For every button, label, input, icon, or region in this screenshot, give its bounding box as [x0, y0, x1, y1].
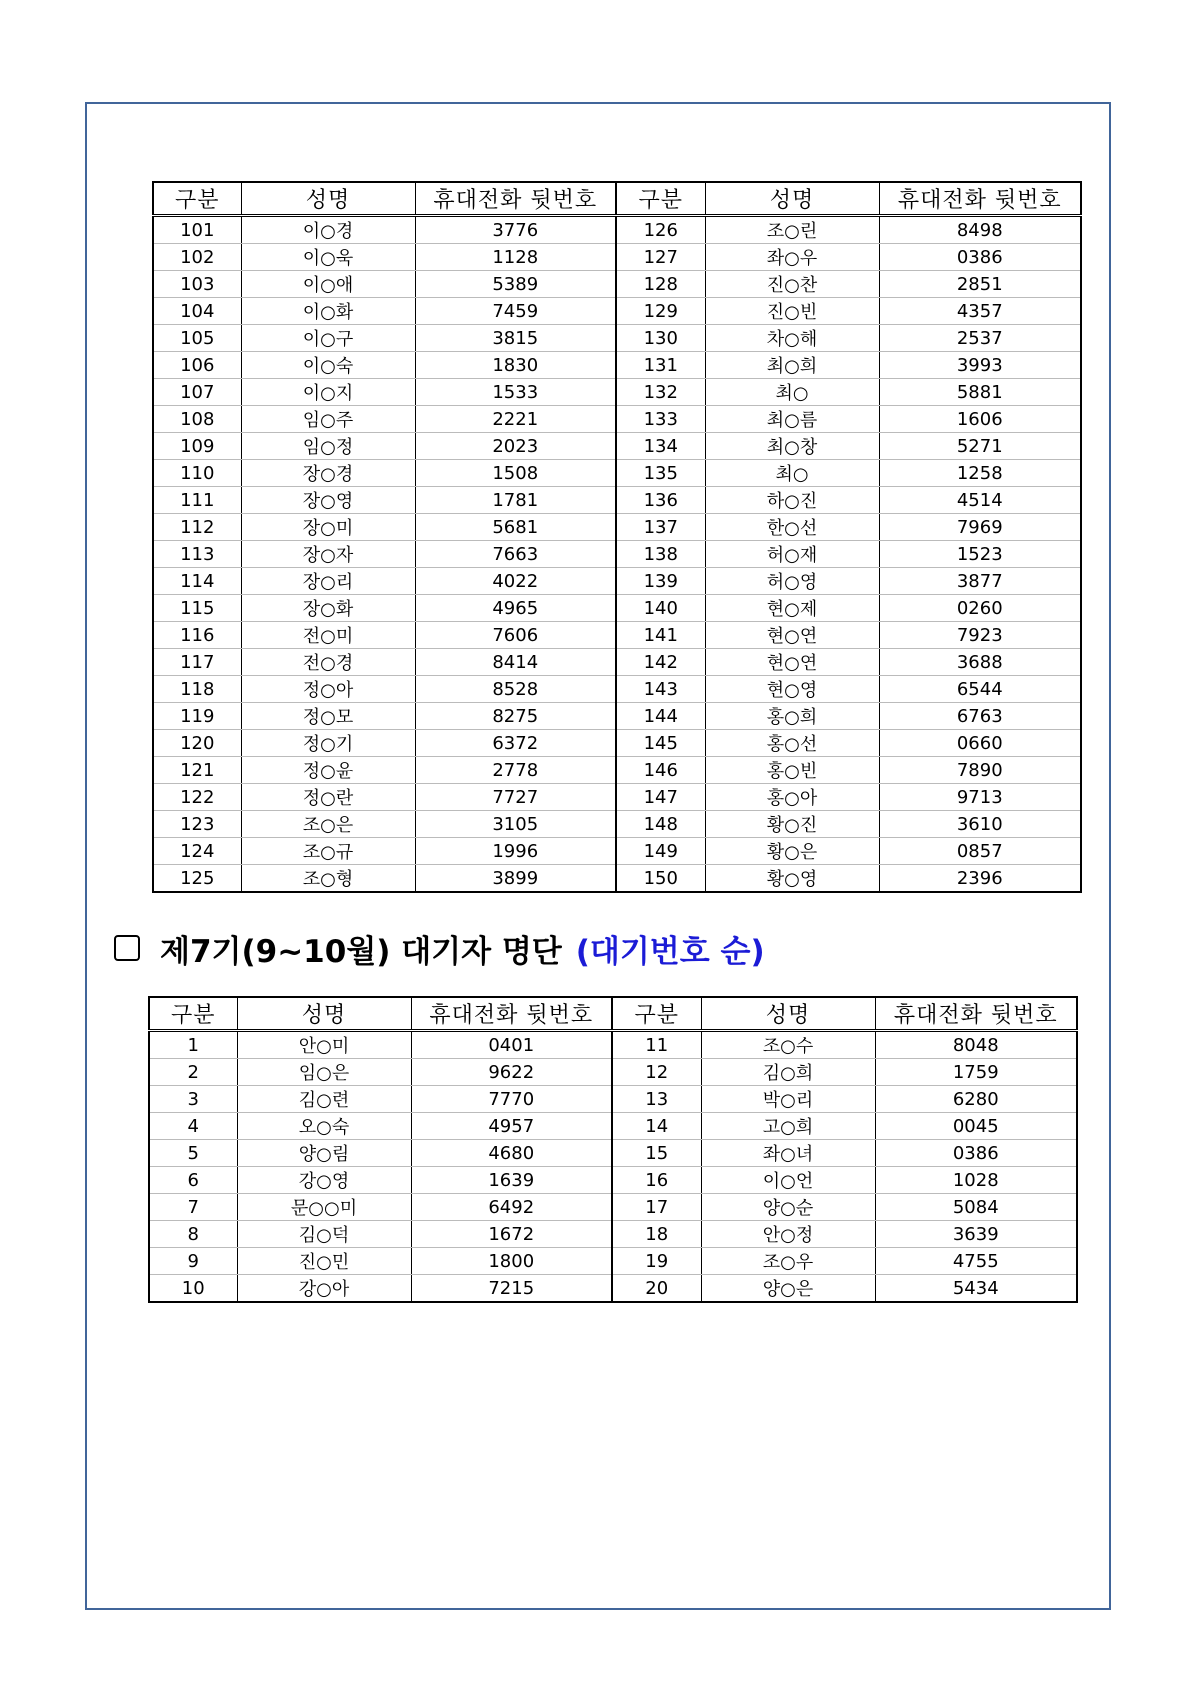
number-cell: 116	[153, 622, 241, 649]
roster-table-2	[148, 996, 1078, 1303]
number-cell: 135	[616, 460, 705, 487]
number-cell: 10	[181, 1277, 205, 1299]
number-cell: 111	[153, 487, 241, 514]
name-cell: 양○은	[701, 1275, 875, 1303]
phone-cell: 5084	[875, 1194, 1077, 1221]
name-cell: 홍○빈	[705, 757, 879, 784]
phone-cell: 1996	[415, 838, 616, 865]
name-cell: 진○빈	[705, 298, 879, 325]
number-cell: 17	[612, 1194, 701, 1221]
number-cell: 9	[149, 1248, 237, 1275]
section-subtitle: (대기번호 순)	[575, 933, 765, 970]
number-cell: 127	[616, 244, 705, 271]
number-cell: 145	[616, 730, 705, 757]
name-cell: 장○리	[241, 568, 415, 595]
phone-cell: 1759	[875, 1059, 1077, 1086]
table-row	[153, 352, 1081, 379]
phone-cell: 3639	[875, 1221, 1077, 1248]
number-cell: 134	[616, 433, 705, 460]
number-cell: 105	[153, 325, 241, 352]
phone-cell: 3776	[415, 216, 616, 244]
table-row	[149, 1221, 1077, 1248]
number-cell: 104	[153, 298, 241, 325]
number-cell: 147	[616, 784, 705, 811]
number-cell: 141	[616, 622, 705, 649]
name-cell: 허○재	[705, 541, 879, 568]
name-cell: 이○욱	[241, 244, 415, 271]
phone-cell: 1830	[415, 352, 616, 379]
number-cell: 126	[616, 216, 705, 244]
name-cell: 좌○녀	[701, 1140, 875, 1167]
name-cell: 강○영	[237, 1167, 411, 1194]
column-header: 성명	[705, 182, 879, 216]
name-cell: 고○희	[701, 1113, 875, 1140]
number-cell: 16	[612, 1167, 701, 1194]
phone-cell: 7727	[415, 784, 616, 811]
table-row	[153, 325, 1081, 352]
table-row	[153, 649, 1081, 676]
name-cell: 정○기	[241, 730, 415, 757]
name-cell: 하○진	[705, 487, 879, 514]
section-heading	[114, 927, 765, 969]
number-cell: 146	[616, 757, 705, 784]
phone-cell: 1128	[415, 244, 616, 271]
name-cell: 김○희	[701, 1059, 875, 1086]
table-row	[153, 811, 1081, 838]
number-cell: 131	[616, 352, 705, 379]
name-cell: 장○미	[241, 514, 415, 541]
name-cell: 강○아	[237, 1275, 411, 1303]
name-cell: 이○언	[701, 1167, 875, 1194]
name-cell: 정○윤	[241, 757, 415, 784]
table-row	[153, 216, 1081, 244]
name-cell: 이○숙	[241, 352, 415, 379]
phone-cell: 2537	[879, 325, 1081, 352]
column-header: 휴대전화 뒷번호	[415, 182, 616, 216]
phone-cell: 7969	[879, 514, 1081, 541]
name-cell: 정○란	[241, 784, 415, 811]
number-cell: 108	[153, 406, 241, 433]
number-cell: 13	[612, 1086, 701, 1113]
name-cell: 장○경	[241, 460, 415, 487]
phone-cell: 6280	[875, 1086, 1077, 1113]
column-header: 성명	[241, 182, 415, 216]
column-header: 휴대전화 뒷번호	[879, 182, 1081, 216]
table-row	[153, 676, 1081, 703]
number-cell: 143	[616, 676, 705, 703]
number-cell: 6	[149, 1167, 237, 1194]
number-cell: 149	[616, 838, 705, 865]
phone-cell: 2396	[879, 865, 1081, 893]
number-cell: 7	[149, 1194, 237, 1221]
name-cell: 김○덕	[237, 1221, 411, 1248]
name-cell: 장○영	[241, 487, 415, 514]
phone-cell: 3877	[879, 568, 1081, 595]
table-row	[153, 703, 1081, 730]
phone-cell: 1028	[875, 1167, 1077, 1194]
name-cell: 조○린	[705, 216, 879, 244]
table-row	[153, 568, 1081, 595]
number-cell: 4	[149, 1113, 237, 1140]
number-cell: 5	[149, 1140, 237, 1167]
table-header-row	[153, 182, 1081, 216]
phone-cell: 4514	[879, 487, 1081, 514]
number-cell: 110	[153, 460, 241, 487]
number-cell: 129	[616, 298, 705, 325]
phone-cell: 0386	[875, 1140, 1077, 1167]
column-header: 구분	[149, 997, 237, 1031]
name-cell: 황○은	[705, 838, 879, 865]
number-cell: 14	[612, 1113, 701, 1140]
table-row	[149, 1113, 1077, 1140]
phone-cell: 0045	[875, 1113, 1077, 1140]
phone-cell: 7770	[411, 1086, 612, 1113]
phone-cell: 1800	[411, 1248, 612, 1275]
phone-cell: 2221	[415, 406, 616, 433]
column-header: 구분	[612, 997, 701, 1031]
name-cell: 이○경	[241, 216, 415, 244]
table-body	[149, 1031, 1077, 1303]
table-row	[149, 1086, 1077, 1113]
number-cell: 132	[616, 379, 705, 406]
column-header: 성명	[237, 997, 411, 1031]
table-row	[153, 838, 1081, 865]
name-cell: 최○	[705, 379, 879, 406]
phone-cell: 8498	[879, 216, 1081, 244]
name-cell: 홍○아	[705, 784, 879, 811]
name-cell: 최○름	[705, 406, 879, 433]
phone-cell: 8048	[875, 1031, 1077, 1059]
number-cell: 18	[612, 1221, 701, 1248]
phone-cell: 0386	[879, 244, 1081, 271]
phone-cell: 1508	[415, 460, 616, 487]
phone-cell: 1258	[879, 460, 1081, 487]
name-cell: 오○숙	[237, 1113, 411, 1140]
number-cell: 142	[616, 649, 705, 676]
number-cell: 8	[149, 1221, 237, 1248]
name-cell: 한○선	[705, 514, 879, 541]
number-cell: 102	[153, 244, 241, 271]
table-row	[149, 1275, 1077, 1303]
table-header-row	[149, 997, 1077, 1031]
roster-table-1	[152, 181, 1082, 893]
phone-cell: 4755	[875, 1248, 1077, 1275]
phone-cell: 7890	[879, 757, 1081, 784]
section-title: 제7기(9~10월) 대기자 명단	[160, 933, 562, 970]
phone-cell: 6763	[879, 703, 1081, 730]
phone-cell: 3993	[879, 352, 1081, 379]
phone-cell: 6372	[415, 730, 616, 757]
table-row	[153, 379, 1081, 406]
name-cell: 이○구	[241, 325, 415, 352]
phone-cell: 6492	[411, 1194, 612, 1221]
table-row	[149, 1167, 1077, 1194]
checkbox-icon	[114, 935, 140, 961]
table-row	[153, 487, 1081, 514]
number-cell: 106	[153, 352, 241, 379]
phone-cell: 4957	[411, 1113, 612, 1140]
name-cell: 전○경	[241, 649, 415, 676]
phone-cell: 1781	[415, 487, 616, 514]
name-cell: 최○창	[705, 433, 879, 460]
phone-cell: 5271	[879, 433, 1081, 460]
name-cell: 황○진	[705, 811, 879, 838]
name-cell: 현○연	[705, 649, 879, 676]
phone-cell: 1533	[415, 379, 616, 406]
number-cell: 128	[616, 271, 705, 298]
column-header: 휴대전화 뒷번호	[411, 997, 612, 1031]
name-cell: 좌○우	[705, 244, 879, 271]
name-cell: 양○림	[237, 1140, 411, 1167]
number-cell: 113	[153, 541, 241, 568]
table-row	[149, 1248, 1077, 1275]
number-cell: 150	[616, 865, 705, 893]
name-cell: 현○제	[705, 595, 879, 622]
phone-cell: 2778	[415, 757, 616, 784]
number-cell: 140	[616, 595, 705, 622]
column-header: 성명	[701, 997, 875, 1031]
table-row	[153, 406, 1081, 433]
phone-cell: 3899	[415, 865, 616, 893]
name-cell: 김○련	[237, 1086, 411, 1113]
number-cell: 122	[153, 784, 241, 811]
name-cell: 임○은	[237, 1059, 411, 1086]
phone-cell: 4357	[879, 298, 1081, 325]
phone-cell: 7215	[411, 1275, 612, 1303]
table-row	[153, 541, 1081, 568]
number-cell: 117	[153, 649, 241, 676]
table-row	[153, 730, 1081, 757]
name-cell: 문○○미	[237, 1194, 411, 1221]
number-cell: 109	[153, 433, 241, 460]
phone-cell: 4680	[411, 1140, 612, 1167]
phone-cell: 3688	[879, 649, 1081, 676]
number-cell: 133	[616, 406, 705, 433]
table-row	[153, 622, 1081, 649]
name-cell: 장○자	[241, 541, 415, 568]
name-cell: 차○해	[705, 325, 879, 352]
phone-cell: 4022	[415, 568, 616, 595]
number-cell: 20	[612, 1275, 701, 1303]
name-cell: 홍○희	[705, 703, 879, 730]
number-cell: 3	[149, 1086, 237, 1113]
phone-cell: 7663	[415, 541, 616, 568]
phone-cell: 1639	[411, 1167, 612, 1194]
name-cell: 임○정	[241, 433, 415, 460]
name-cell: 임○주	[241, 406, 415, 433]
number-cell: 114	[153, 568, 241, 595]
phone-cell: 4965	[415, 595, 616, 622]
name-cell: 진○민	[237, 1248, 411, 1275]
phone-cell: 7923	[879, 622, 1081, 649]
phone-cell: 0660	[879, 730, 1081, 757]
table-row	[153, 298, 1081, 325]
name-cell: 홍○선	[705, 730, 879, 757]
name-cell: 최○	[705, 460, 879, 487]
number-cell: 120	[153, 730, 241, 757]
table-row	[149, 1140, 1077, 1167]
table-row	[149, 1194, 1077, 1221]
name-cell: 전○미	[241, 622, 415, 649]
phone-cell: 5681	[415, 514, 616, 541]
phone-cell: 0857	[879, 838, 1081, 865]
number-cell: 103	[153, 271, 241, 298]
column-header: 구분	[616, 182, 705, 216]
name-cell: 진○찬	[705, 271, 879, 298]
name-cell: 조○형	[241, 865, 415, 893]
number-cell: 136	[616, 487, 705, 514]
table-row	[149, 1059, 1077, 1086]
phone-cell: 5389	[415, 271, 616, 298]
number-cell: 2	[149, 1059, 237, 1086]
table-row	[149, 1031, 1077, 1059]
name-cell: 안○미	[237, 1031, 411, 1059]
number-cell: 119	[153, 703, 241, 730]
name-cell: 이○애	[241, 271, 415, 298]
number-cell: 118	[153, 676, 241, 703]
table-row	[153, 595, 1081, 622]
number-cell: 123	[153, 811, 241, 838]
number-cell: 130	[616, 325, 705, 352]
name-cell: 최○희	[705, 352, 879, 379]
phone-cell: 8275	[415, 703, 616, 730]
table-row	[153, 865, 1081, 893]
number-cell: 115	[153, 595, 241, 622]
name-cell: 장○화	[241, 595, 415, 622]
name-cell: 안○정	[701, 1221, 875, 1248]
number-cell: 107	[153, 379, 241, 406]
name-cell: 조○수	[701, 1031, 875, 1059]
column-header: 구분	[153, 182, 241, 216]
number-cell: 15	[612, 1140, 701, 1167]
table-row	[153, 514, 1081, 541]
phone-cell: 3815	[415, 325, 616, 352]
number-cell: 124	[153, 838, 241, 865]
number-cell: 138	[616, 541, 705, 568]
phone-cell: 7459	[415, 298, 616, 325]
number-cell: 12	[612, 1059, 701, 1086]
phone-cell: 5881	[879, 379, 1081, 406]
number-cell: 125	[180, 867, 215, 889]
phone-cell: 3105	[415, 811, 616, 838]
table-row	[153, 460, 1081, 487]
name-cell: 정○모	[241, 703, 415, 730]
table-row	[153, 433, 1081, 460]
name-cell: 정○아	[241, 676, 415, 703]
phone-cell: 0401	[411, 1031, 612, 1059]
phone-cell: 1672	[411, 1221, 612, 1248]
name-cell: 현○영	[705, 676, 879, 703]
name-cell: 조○규	[241, 838, 415, 865]
phone-cell: 9713	[879, 784, 1081, 811]
phone-cell: 2851	[879, 271, 1081, 298]
phone-cell: 9622	[411, 1059, 612, 1086]
column-header: 휴대전화 뒷번호	[875, 997, 1077, 1031]
name-cell: 양○순	[701, 1194, 875, 1221]
phone-cell: 7606	[415, 622, 616, 649]
name-cell: 황○영	[705, 865, 879, 893]
number-cell: 19	[612, 1248, 701, 1275]
name-cell: 이○화	[241, 298, 415, 325]
name-cell: 조○우	[701, 1248, 875, 1275]
phone-cell: 8414	[415, 649, 616, 676]
table-row	[153, 244, 1081, 271]
name-cell: 이○지	[241, 379, 415, 406]
phone-cell: 3610	[879, 811, 1081, 838]
phone-cell: 1606	[879, 406, 1081, 433]
name-cell: 현○연	[705, 622, 879, 649]
number-cell: 1	[149, 1031, 237, 1059]
table-body	[153, 216, 1081, 893]
phone-cell: 2023	[415, 433, 616, 460]
number-cell: 11	[612, 1031, 701, 1059]
number-cell: 148	[616, 811, 705, 838]
number-cell: 121	[153, 757, 241, 784]
name-cell: 박○리	[701, 1086, 875, 1113]
phone-cell: 6544	[879, 676, 1081, 703]
number-cell: 144	[616, 703, 705, 730]
table-row	[153, 757, 1081, 784]
number-cell: 137	[616, 514, 705, 541]
phone-cell: 5434	[875, 1275, 1077, 1303]
number-cell: 112	[153, 514, 241, 541]
name-cell: 조○은	[241, 811, 415, 838]
table-row	[153, 784, 1081, 811]
phone-cell: 1523	[879, 541, 1081, 568]
number-cell: 139	[616, 568, 705, 595]
phone-cell: 0260	[879, 595, 1081, 622]
number-cell: 101	[153, 216, 241, 244]
phone-cell: 8528	[415, 676, 616, 703]
name-cell: 허○영	[705, 568, 879, 595]
table-row	[153, 271, 1081, 298]
